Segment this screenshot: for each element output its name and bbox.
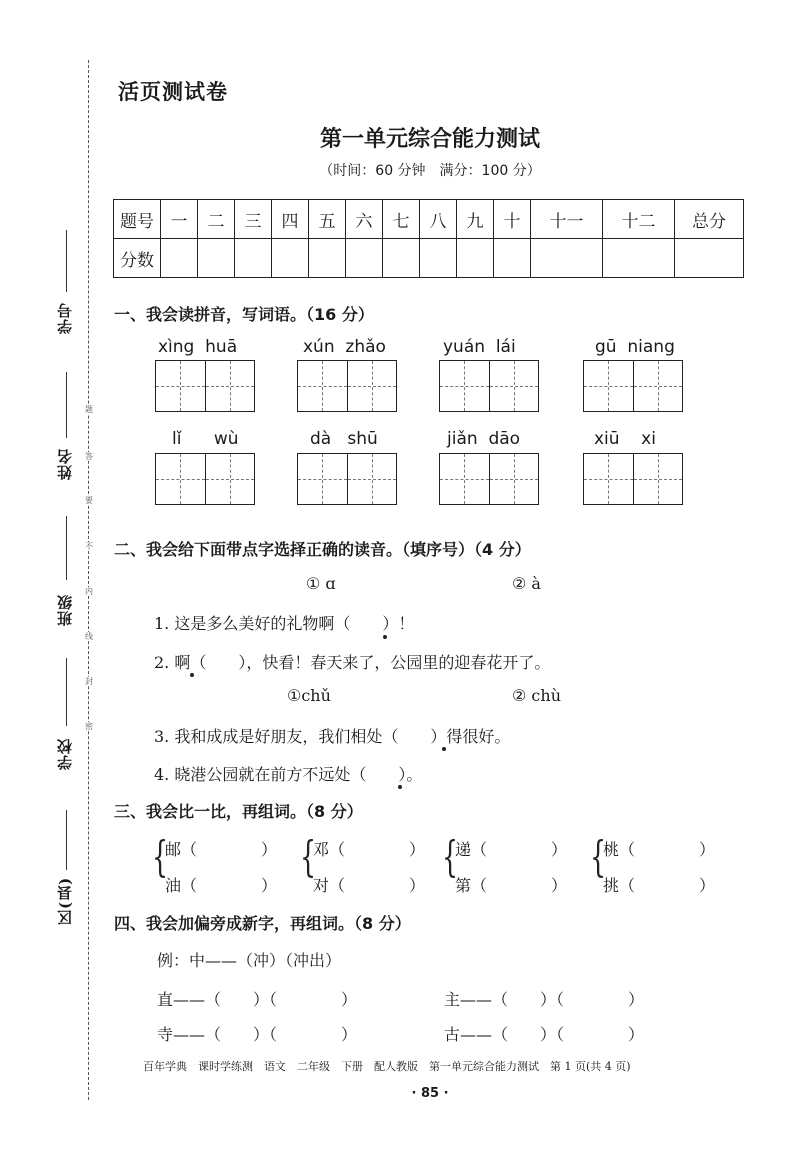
student-id-label: 学号	[56, 302, 74, 334]
emphasis-dot	[383, 635, 387, 639]
seal-word: 答	[85, 452, 93, 461]
brace-icon: {	[300, 832, 317, 881]
writing-grid[interactable]	[583, 360, 683, 412]
score-cell[interactable]	[420, 239, 457, 278]
radical-item: 主——（ ）（ ）	[444, 990, 645, 1009]
name-label: 姓名	[56, 448, 74, 480]
reading-option: ① ɑ	[306, 574, 336, 593]
compare-word: 桃（ ）	[603, 840, 716, 859]
pinyin-label: xiū xi	[594, 429, 656, 449]
district-line	[66, 810, 67, 870]
section-3-heading: 三、我会比一比，再组词。（8 分）	[114, 802, 363, 821]
table-cell: 九	[457, 200, 494, 239]
score-row	[114, 239, 744, 278]
reading-option: ①chǔ	[287, 686, 331, 705]
writing-grid[interactable]	[583, 453, 683, 505]
writing-grid[interactable]	[439, 453, 539, 505]
compare-word: 对（ ）	[313, 876, 426, 895]
question-2: 2. 啊（ ），快看！春天来了，公园里的迎春花开了。	[154, 653, 551, 672]
radical-item: 寺——（ ）（ ）	[157, 1025, 358, 1044]
seal-word: 内	[85, 587, 93, 596]
table-cell: 十一	[531, 200, 603, 239]
seal-word: 封	[85, 677, 93, 686]
section-1-heading: 一、我会读拼音，写词语。（16 分）	[114, 305, 374, 324]
table-cell: 七	[383, 200, 420, 239]
pinyin-label: lǐ wù	[172, 429, 239, 449]
score-cell[interactable]	[309, 239, 346, 278]
question-number-row	[114, 200, 744, 239]
pinyin-label: jiǎn dāo	[447, 429, 521, 449]
question-3: 3. 我和成成是好朋友，我们相处（ ）得很好。	[154, 727, 511, 746]
section-4-heading: 四、我会加偏旁成新字，再组词。（8 分）	[114, 914, 411, 933]
binding-dashed-line	[88, 60, 89, 1100]
reading-option: ② chù	[512, 686, 561, 705]
table-cell: 一	[161, 200, 198, 239]
school-label: 学校	[56, 738, 74, 770]
score-cell[interactable]	[675, 239, 744, 278]
seal-word: 不	[85, 542, 93, 551]
writing-grid[interactable]	[297, 360, 397, 412]
score-cell[interactable]	[198, 239, 235, 278]
score-cell[interactable]	[531, 239, 603, 278]
score-cell[interactable]	[602, 239, 674, 278]
table-cell: 八	[420, 200, 457, 239]
seal-word: 密	[85, 722, 93, 731]
page-number: · 85 ·	[411, 1086, 449, 1101]
worksheet-tag: 活页测试卷	[118, 80, 228, 104]
pinyin-label: gū niang	[595, 337, 675, 357]
table-cell: 三	[235, 200, 272, 239]
footer-text: 百年学典 课时学练测 语文 二年级 下册 配人教版 第一单元综合能力测试 第 1 页(共 4 页)	[143, 1060, 631, 1073]
brace-icon: {	[152, 832, 169, 881]
seal-word: 线	[85, 632, 93, 641]
pinyin-label: yuán lái	[443, 337, 516, 357]
writing-grid[interactable]	[155, 360, 255, 412]
compare-word: 油（ ）	[165, 876, 278, 895]
table-cell: 十二	[602, 200, 674, 239]
compare-word: 第（ ）	[455, 876, 568, 895]
writing-grid[interactable]	[155, 453, 255, 505]
compare-word: 递（ ）	[455, 840, 568, 859]
table-cell: 十	[494, 200, 531, 239]
writing-grid[interactable]	[297, 453, 397, 505]
score-cell[interactable]	[457, 239, 494, 278]
compare-word: 邓（ ）	[313, 840, 426, 859]
page-title: 第一单元综合能力测试	[319, 126, 540, 152]
student-id-line	[66, 230, 67, 292]
score-cell[interactable]	[272, 239, 309, 278]
exam-info: （时间：60 分钟 满分：100 分）	[319, 163, 541, 179]
pinyin-label: xìng huā	[158, 337, 238, 357]
table-cell: 总分	[675, 200, 744, 239]
table-cell: 六	[346, 200, 383, 239]
question-4: 4. 晓港公园就在前方不远处（ ）。	[154, 765, 423, 784]
brace-icon: {	[590, 832, 607, 881]
table-cell: 四	[272, 200, 309, 239]
radical-item: 古——（ ）（ ）	[444, 1025, 645, 1044]
table-cell: 二	[198, 200, 235, 239]
score-cell[interactable]	[383, 239, 420, 278]
compare-word: 挑（ ）	[603, 876, 716, 895]
emphasis-dot	[442, 747, 446, 751]
score-cell[interactable]	[346, 239, 383, 278]
table-cell: 五	[309, 200, 346, 239]
score-cell[interactable]	[235, 239, 272, 278]
section-2-heading: 二、我会给下面带点字选择正确的读音。（填序号）（4 分）	[114, 540, 531, 559]
class-line	[66, 516, 67, 580]
writing-grid[interactable]	[439, 360, 539, 412]
compare-word: 邮（ ）	[165, 840, 278, 859]
score-cell[interactable]	[494, 239, 531, 278]
brace-icon: {	[442, 832, 459, 881]
seal-word: 题	[85, 405, 93, 414]
score-cell[interactable]	[161, 239, 198, 278]
pinyin-label: xún zhǎo	[303, 337, 386, 357]
table-header-cell: 题号	[114, 200, 161, 239]
score-table	[113, 199, 744, 278]
class-label: 班级	[56, 594, 74, 626]
pinyin-label: dà shū	[310, 429, 378, 449]
radical-item: 直——（ ）（ ）	[157, 990, 358, 1009]
question-1: 1. 这是多么美好的礼物啊（ ）！	[154, 614, 415, 633]
name-line	[66, 372, 67, 438]
emphasis-dot	[190, 673, 194, 677]
school-line	[66, 658, 67, 726]
table-header-cell: 分数	[114, 239, 161, 278]
district-label: 区(县)	[56, 876, 74, 926]
seal-word: 要	[85, 496, 93, 505]
emphasis-dot	[398, 785, 402, 789]
example-line: 例：中——（冲）（冲出）	[157, 951, 342, 970]
reading-option: ② à	[512, 574, 541, 593]
